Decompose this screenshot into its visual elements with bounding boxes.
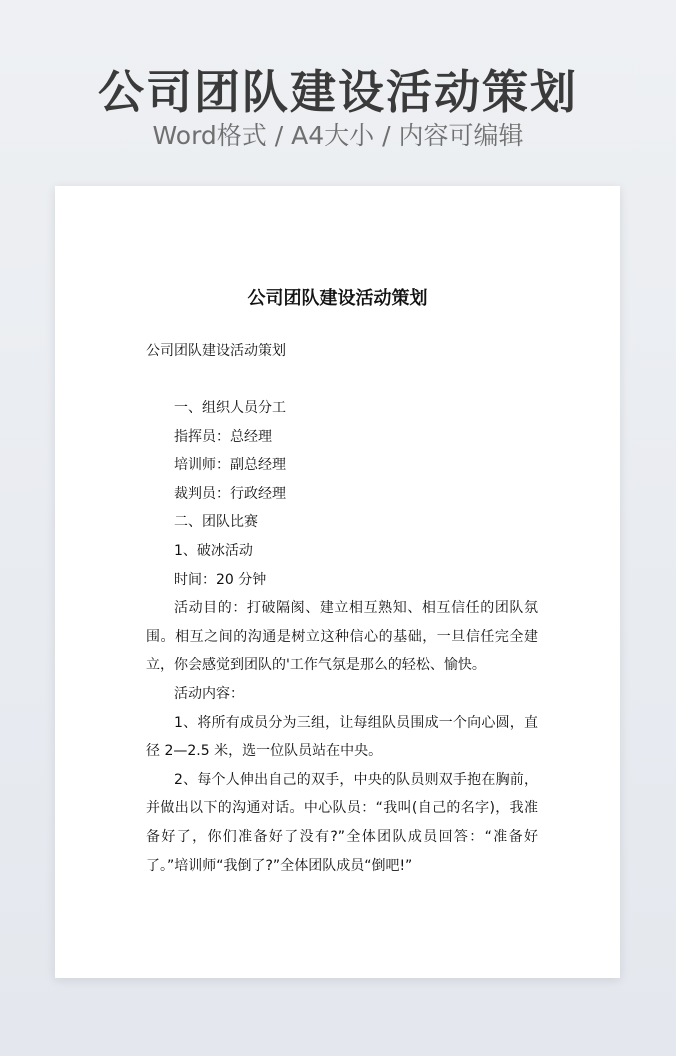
paragraph: 指挥员：总经理 [174,428,272,445]
paragraph: 培训师：副总经理 [174,457,286,474]
document-page [55,186,620,978]
banner-subtitle: Word格式 / A4大小 / 内容可编辑 [152,121,524,150]
paragraph: 一、组织人员分工 [174,400,286,416]
paragraph: 裁判员：行政经理 [174,485,286,502]
paragraph: 活动目的：打破隔阂、建立相互熟知、相互信任的团队氛围。相互之间的沟通是树立这种信心的基础，一旦信任完全建立，你会感觉到团队的'工作气氛是那么的轻松、愉快。 [146,600,538,674]
banner-title: 公司团队建设活动策划 [98,65,578,119]
paragraph: 二、团队比赛 [174,514,258,531]
paragraph: 2、每个人伸出自己的双手，中央的队员则双手抱在胸前，并做出以下的沟通对话。中心队员：“我叫(自己的名字)，我准备好了，你们准备好了没有?”全体团队成员回答：“准备好了。”培训师“我倒了?”全体团队成员“倒吧!” [146,771,538,874]
paragraph: 活动内容： [174,685,244,702]
paragraph: 1、将所有成员分为三组，让每组队员围成一个向心圆，直径 2—2.5 米，选一位队员站在中央。 [146,714,538,760]
document-title: 公司团队建设活动策划 [247,288,428,309]
document-body [146,394,538,880]
paragraph: 时间：20 分钟 [174,571,267,588]
document-subtitle: 公司团队建设活动策划 [146,343,286,359]
paragraph: 1、破冰活动 [174,542,253,559]
